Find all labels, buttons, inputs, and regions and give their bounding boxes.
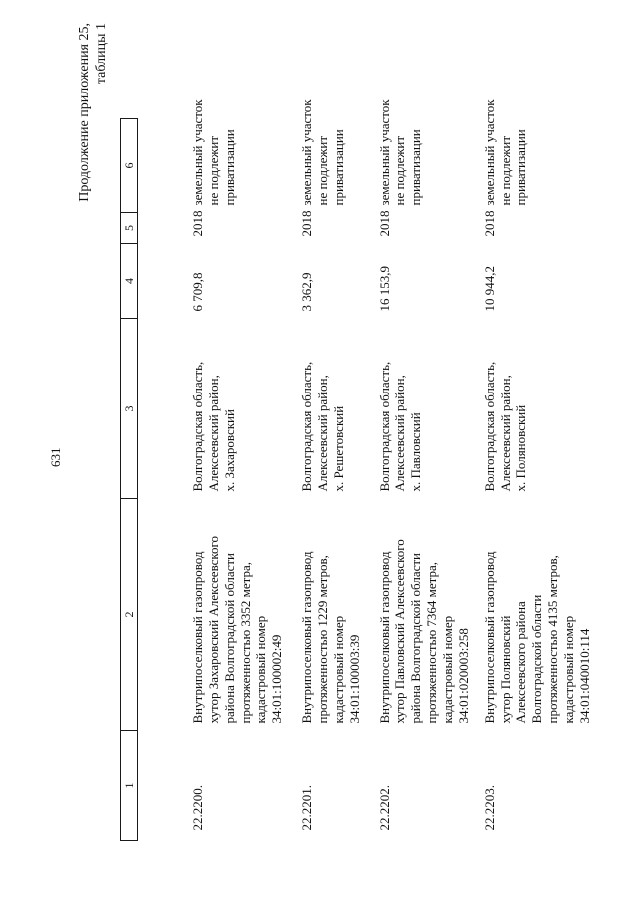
value-text: 16 153,9 (376, 266, 392, 312)
caption-line-1: Продолжение приложения 25, (77, 23, 92, 202)
note-line: не подлежит (205, 135, 221, 206)
location-line: Алексеевский район, (205, 375, 221, 492)
cell-value (363, 244, 472, 319)
cell-location (138, 319, 286, 499)
note-line: приватизации (513, 129, 529, 206)
object-name-line: хутор Павловский Алексеевского (392, 539, 408, 724)
object-name-line: кадастровый номер (440, 615, 456, 724)
table-row (472, 119, 595, 841)
cell-year (285, 210, 362, 244)
note-line: приватизации (330, 129, 346, 206)
cell-object-name (472, 499, 595, 731)
note-line: не подлежит (392, 135, 408, 206)
location-line: Волгоградская область, (376, 361, 392, 492)
value-text: 10 944,2 (481, 266, 497, 312)
object-name-line: протяженностью 1229 метров, (315, 555, 331, 724)
column-header-2: 2 (121, 499, 138, 731)
note-line: земельный участок (481, 99, 497, 206)
year-text: 2018 (481, 210, 497, 237)
table-header-row (121, 119, 138, 841)
location-line: Волгоградская область, (190, 361, 205, 492)
object-name-line: протяженностью 4135 метров, (545, 555, 561, 724)
location-line: х. Захаровский (221, 409, 237, 492)
object-name-line: Волгоградской области (529, 594, 545, 724)
page-number: 631 (48, 447, 63, 467)
location-line: х. Павловский (408, 412, 424, 492)
caption-line-2: таблицы 1 (93, 23, 109, 85)
cell-note (138, 99, 286, 213)
cell-value (285, 244, 362, 319)
location-line: Волгоградская область, (299, 361, 315, 492)
object-name-line: хутор Захаровский Алексеевского (205, 535, 221, 724)
cell-object-name (285, 499, 362, 731)
object-name-line: Внутрипоселковый газопровод (376, 551, 392, 724)
note-line: земельный участок (376, 99, 392, 206)
row-number: 22.2200. (190, 785, 205, 831)
column-header-4: 4 (121, 244, 138, 319)
object-name-line: кадастровый номер (330, 615, 346, 724)
column-header-1: 1 (121, 731, 138, 841)
cell-value (472, 244, 595, 319)
object-name-line: 34:01:040010:114 (576, 628, 592, 724)
cell-note (363, 99, 472, 213)
year-text: 2018 (299, 210, 315, 237)
location-line: Волгоградская область, (481, 361, 497, 492)
object-name-line: Внутрипоселковый газопровод (481, 551, 497, 724)
object-name-line: 34:01:020003:258 (455, 628, 471, 724)
cell-location (285, 319, 362, 499)
object-name-line: протяженностью 3352 метра, (237, 561, 253, 724)
object-name-line: 34:01:100003:39 (346, 634, 362, 724)
column-header-5: 5 (121, 213, 138, 244)
location-line: х. Поляновский (513, 404, 529, 492)
location-line: Алексеевский район, (392, 375, 408, 492)
object-name-line: кадастровый номер (561, 615, 577, 724)
year-text: 2018 (190, 210, 205, 237)
land-plots-table (120, 99, 595, 841)
object-name-line: хутор Поляновский (497, 615, 513, 724)
cell-note (472, 99, 595, 213)
row-number: 22.2203. (481, 785, 497, 831)
object-name-line: Внутрипоселковый газопровод (299, 551, 315, 724)
cell-value (138, 244, 286, 319)
cell-row-number (472, 731, 595, 841)
object-name-line: района Волгоградской области (221, 552, 237, 724)
cell-year (363, 210, 472, 244)
location-line: Алексеевский район, (497, 375, 513, 492)
note-line: земельный участок (190, 99, 205, 206)
table-row (363, 119, 472, 841)
object-name-line: 34:01:100002:49 (269, 634, 285, 724)
note-line: приватизации (408, 129, 424, 206)
row-number: 22.2202. (376, 785, 392, 831)
cell-location (472, 319, 595, 499)
cell-object-name (138, 499, 286, 731)
location-line: Алексеевский район, (315, 375, 331, 492)
table-caption (77, 23, 111, 293)
note-line: не подлежит (315, 135, 331, 206)
cell-row-number (138, 731, 286, 841)
location-line: х. Решетовский (330, 405, 346, 492)
note-line: не подлежит (497, 135, 513, 206)
object-name-line: протяженностью 7364 метра, (424, 561, 440, 724)
cell-location (363, 319, 472, 499)
object-name-line: района Волгоградской области (408, 552, 424, 724)
object-name-line: кадастровый номер (253, 615, 269, 724)
row-number: 22.2201. (299, 785, 315, 831)
cell-object-name (363, 499, 472, 731)
cell-year (472, 210, 595, 244)
cell-row-number (285, 731, 362, 841)
year-text: 2018 (376, 210, 392, 237)
cell-row-number (363, 731, 472, 841)
table-row (138, 119, 286, 841)
note-line: приватизации (221, 129, 237, 206)
column-header-3: 3 (121, 319, 138, 499)
column-header-6: 6 (121, 119, 138, 213)
object-name-line: Алексеевского района (513, 601, 529, 724)
note-line: земельный участок (299, 99, 315, 206)
cell-year (138, 210, 286, 244)
value-text: 6 709,8 (190, 272, 205, 312)
table-body (138, 99, 595, 841)
value-text: 3 362,9 (299, 272, 315, 312)
cell-note (285, 99, 362, 213)
object-name-line: Внутрипоселковый газопровод (190, 551, 205, 724)
table-row (285, 119, 362, 841)
